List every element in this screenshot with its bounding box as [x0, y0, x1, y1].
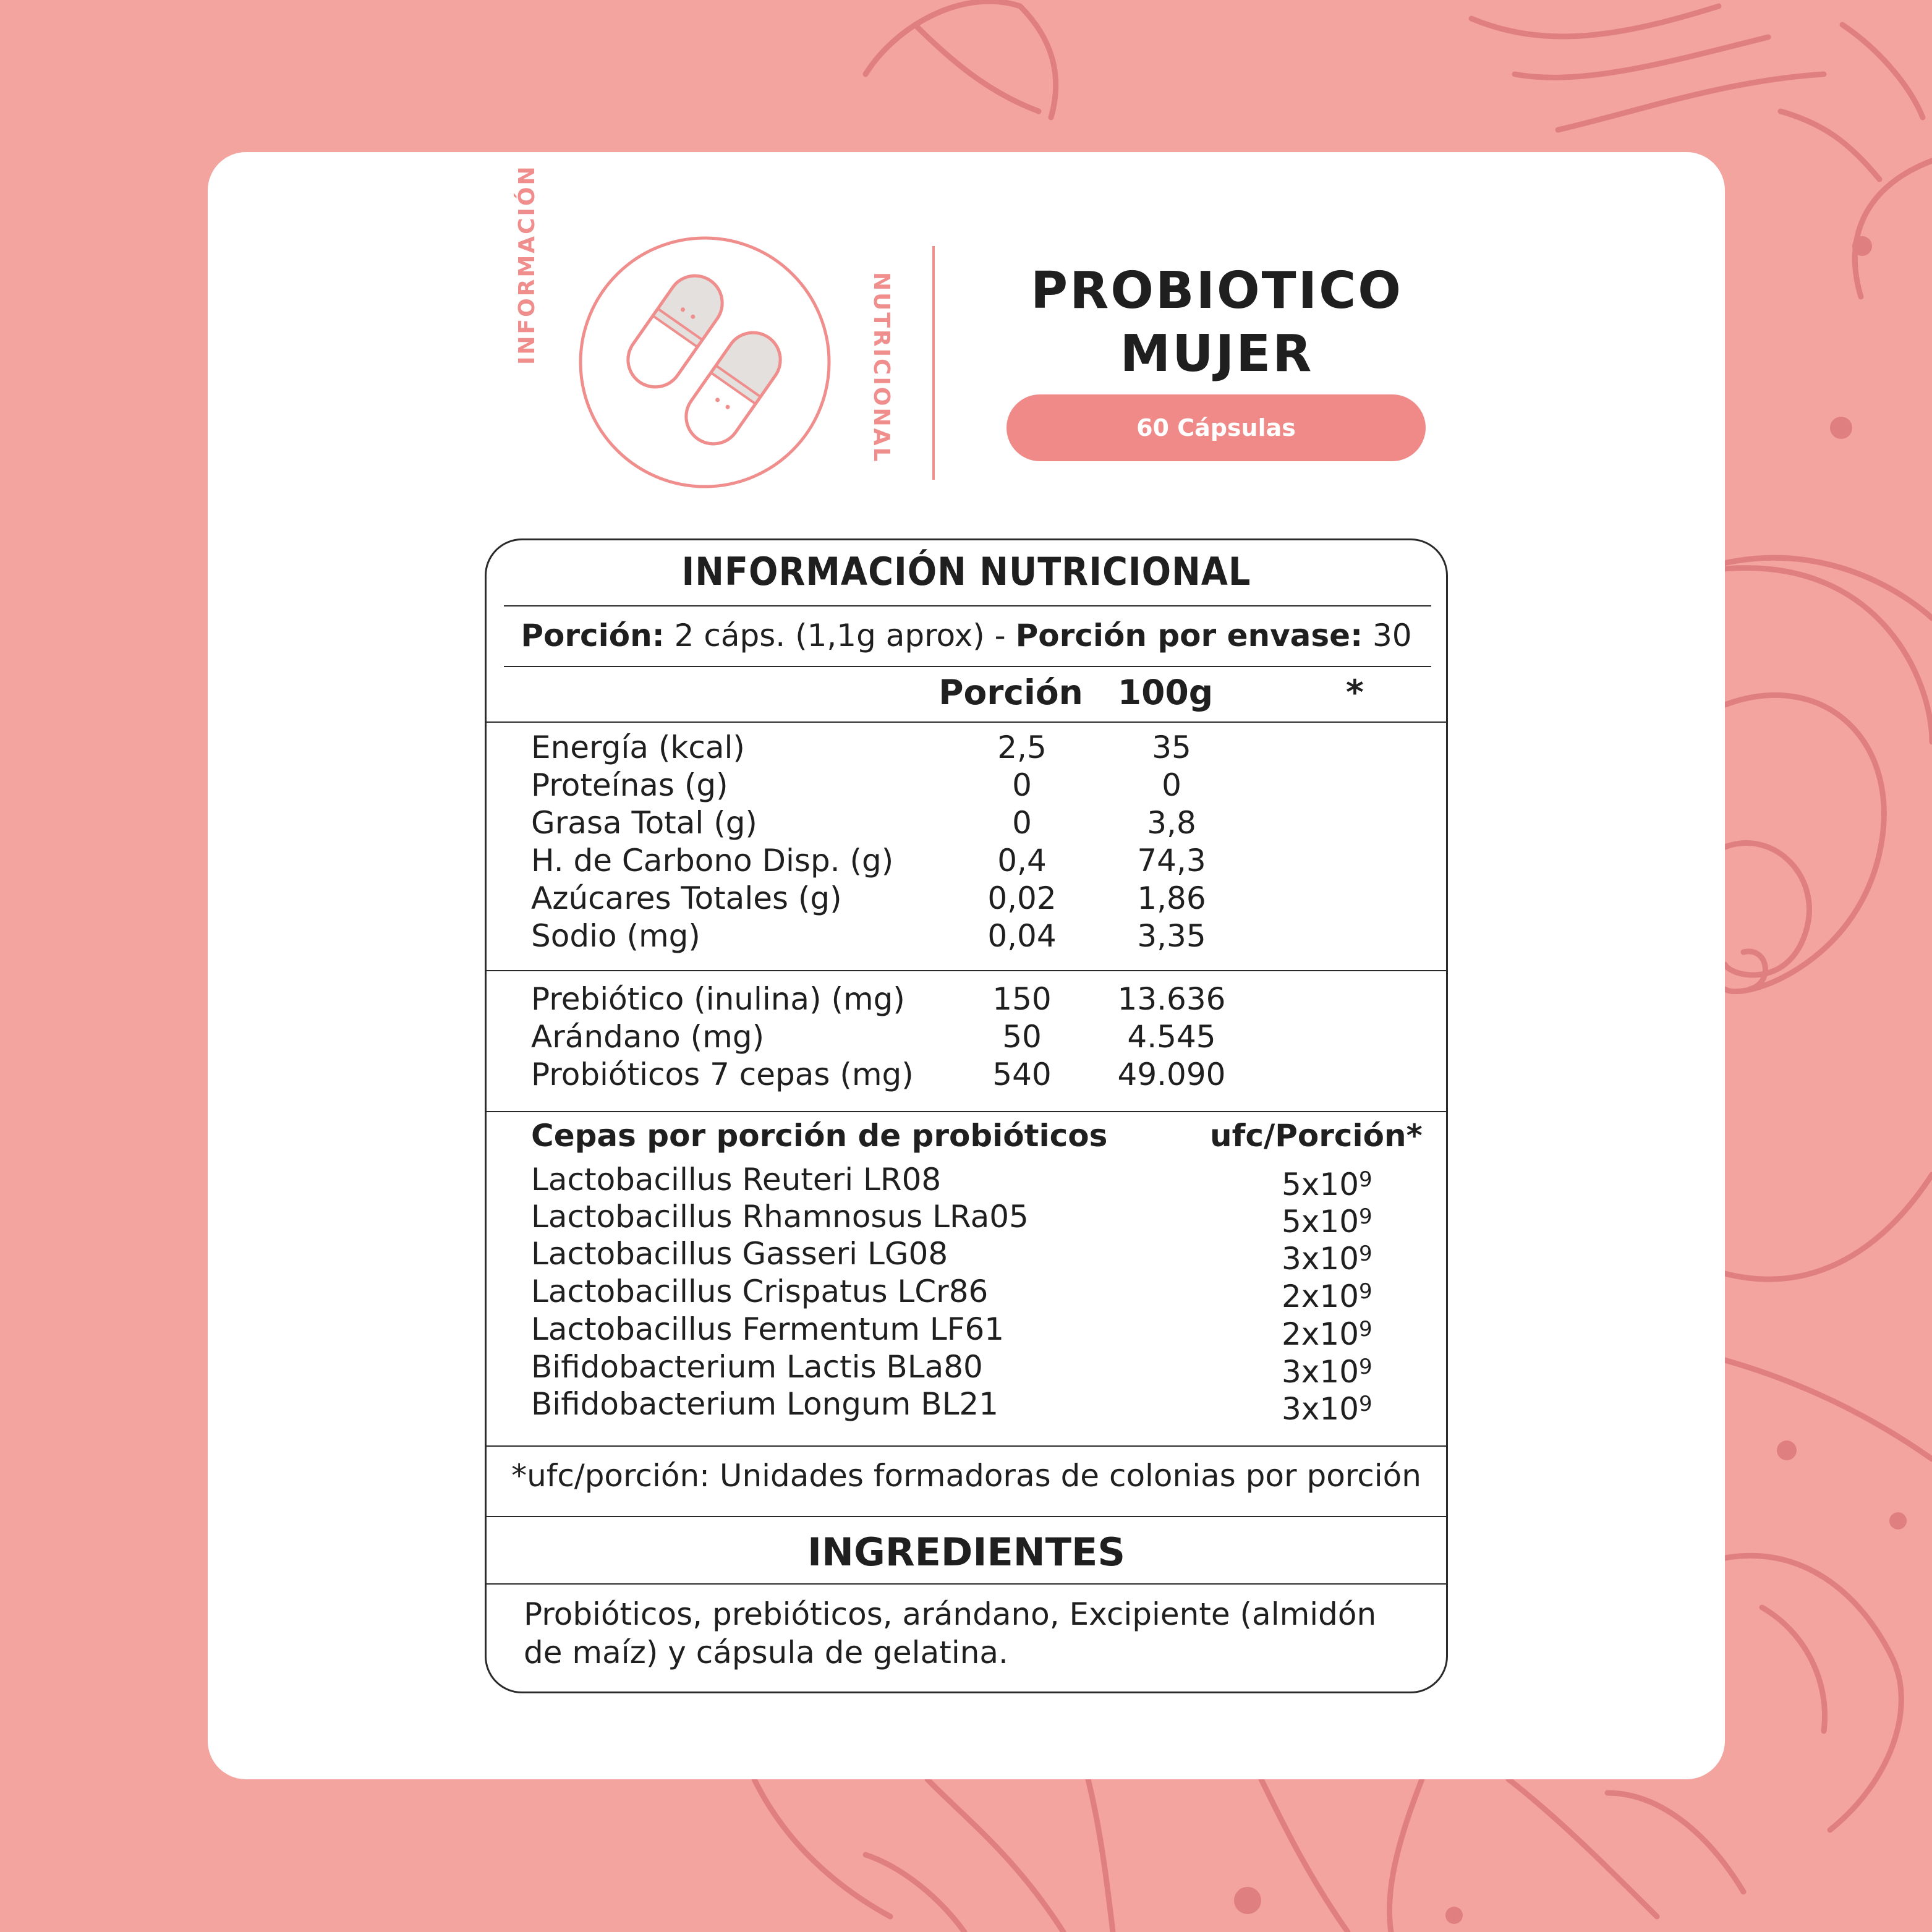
active-label: Prebiótico (inulina) (mg): [531, 981, 905, 1017]
strain-ufc: [1282, 1198, 1372, 1241]
divider: [487, 721, 1446, 723]
ufc-exponent: 9: [1359, 1317, 1372, 1342]
product-title: [964, 260, 1469, 386]
nutrient-per100: 35: [1152, 730, 1191, 765]
ingredients-text: Probióticos, prebióticos, arándano, Excipiente (almidón de maíz) y cápsula de gelatina.: [524, 1596, 1377, 1670]
active-row: [487, 981, 1446, 1018]
nutrient-label: Sodio (mg): [531, 918, 700, 954]
nutrient-row: [487, 842, 1446, 880]
nutrient-portion: 2,5: [997, 730, 1047, 765]
column-header-portion: Porción: [938, 673, 1083, 712]
strain-ufc: [1282, 1235, 1372, 1278]
per-container-label: Porción por envase:: [1015, 618, 1363, 653]
product-title-line1: PROBIOTICO: [1031, 262, 1403, 320]
per-container-value: 30: [1372, 618, 1412, 653]
active-row: [487, 1056, 1446, 1094]
active-per100: 49.090: [1117, 1057, 1226, 1092]
strain-row: [487, 1198, 1446, 1240]
active-portion: 540: [992, 1057, 1052, 1092]
active-portion: 150: [992, 981, 1052, 1017]
strain-label: Lactobacillus Rhamnosus LRa05: [531, 1199, 1029, 1235]
divider: [487, 1516, 1446, 1517]
divider: [487, 1583, 1446, 1585]
ufc-base: 5x10: [1282, 1204, 1360, 1240]
ufc-exponent: 9: [1359, 1241, 1372, 1266]
nutrient-row: [487, 729, 1446, 767]
active-per100: 13.636: [1117, 981, 1226, 1017]
strain-ufc: [1282, 1311, 1372, 1353]
strain-label: Lactobacillus Reuteri LR08: [531, 1162, 942, 1198]
product-title-line2: MUJER: [1120, 325, 1314, 383]
nutrient-portion: 0,4: [997, 843, 1047, 879]
nutrient-row: [487, 880, 1446, 917]
active-label: Arándano (mg): [531, 1019, 765, 1055]
capsule-count-badge: 60 Cápsulas: [1006, 394, 1426, 461]
divider: [487, 1111, 1446, 1112]
strain-label: Bifidobacterium Lactis BLa80: [531, 1349, 983, 1385]
nutrient-per100: 74,3: [1137, 843, 1206, 879]
ufc-exponent: 9: [1359, 1279, 1372, 1304]
strain-row: [487, 1273, 1446, 1314]
column-header-100g: 100g: [1117, 673, 1214, 712]
header-divider: [932, 246, 935, 480]
active-row: [487, 1018, 1446, 1056]
nutrient-per100: 0: [1162, 767, 1181, 803]
ingredients-title: INGREDIENTES: [807, 1530, 1125, 1575]
active-per100: 4.545: [1127, 1019, 1216, 1055]
nutrient-per100: 3,8: [1147, 805, 1196, 841]
strain-ufc: [1282, 1273, 1372, 1316]
divider: [504, 605, 1431, 606]
vertical-label-nutricional: NUTRICIONAL: [869, 272, 894, 464]
strain-ufc: [1282, 1385, 1372, 1428]
serving-separator: -: [994, 618, 1006, 653]
strain-row: [487, 1235, 1446, 1277]
nutrient-label: H. de Carbono Disp. (g): [531, 843, 894, 879]
strain-row: [487, 1161, 1446, 1202]
nutrient-row: [487, 804, 1446, 842]
nutrient-row: [487, 917, 1446, 955]
strain-ufc: [1282, 1348, 1372, 1391]
strain-row: [487, 1311, 1446, 1352]
nutrient-portion: 0,04: [987, 918, 1057, 954]
nutrition-table: [485, 538, 1448, 1693]
serving-label: Porción:: [521, 618, 665, 653]
column-header-asterisk: *: [1346, 673, 1364, 712]
divider: [487, 1445, 1446, 1447]
nutrient-label: Energía (kcal): [531, 730, 745, 765]
strain-row: [487, 1348, 1446, 1390]
strain-label: Lactobacillus Fermentum LF61: [531, 1311, 1005, 1347]
ufc-base: 3x10: [1282, 1241, 1360, 1277]
strains-header: Cepas por porción de probióticos: [531, 1118, 1108, 1154]
strain-label: Bifidobacterium Longum BL21: [531, 1386, 999, 1422]
ufc-header: ufc/Porción*: [1210, 1118, 1423, 1154]
nutrient-per100: 3,35: [1137, 918, 1206, 954]
ufc-base: 3x10: [1282, 1391, 1360, 1427]
divider: [487, 970, 1446, 971]
nutrient-label: Proteínas (g): [531, 767, 728, 803]
serving-info: [487, 618, 1446, 653]
strain-label: Lactobacillus Gasseri LG08: [531, 1236, 948, 1272]
ufc-exponent: 9: [1359, 1392, 1372, 1416]
nutrient-row: [487, 767, 1446, 804]
ufc-base: 3x10: [1282, 1354, 1360, 1390]
nutrient-portion: 0: [1012, 767, 1032, 803]
ufc-exponent: 9: [1359, 1204, 1372, 1229]
nutrient-per100: 1,86: [1137, 880, 1206, 916]
nutrient-portion: 0: [1012, 805, 1032, 841]
divider: [504, 666, 1431, 667]
table-title: INFORMACIÓN NUTRICIONAL: [681, 549, 1251, 594]
capsules-icon: [577, 235, 832, 490]
ufc-base: 2x10: [1282, 1316, 1360, 1352]
active-label: Probióticos 7 cepas (mg): [531, 1057, 914, 1092]
serving-value: 2 cáps. (1,1g aprox): [674, 618, 985, 653]
nutrient-label: Grasa Total (g): [531, 805, 757, 841]
vertical-label-informacion: INFORMACIÓN: [514, 164, 540, 365]
ufc-base: 2x10: [1282, 1279, 1360, 1314]
nutrient-label: Azúcares Totales (g): [531, 880, 842, 916]
ufc-base: 5x10: [1282, 1167, 1360, 1202]
ufc-footnote: *ufc/porción: Unidades formadoras de colonias por porción: [511, 1458, 1421, 1494]
active-portion: 50: [1002, 1019, 1042, 1055]
ufc-exponent: 9: [1359, 1355, 1372, 1379]
strain-ufc: [1282, 1161, 1372, 1204]
ufc-exponent: 9: [1359, 1167, 1372, 1192]
strain-row: [487, 1385, 1446, 1427]
nutrient-portion: 0,02: [987, 880, 1057, 916]
strain-label: Lactobacillus Crispatus LCr86: [531, 1274, 989, 1309]
